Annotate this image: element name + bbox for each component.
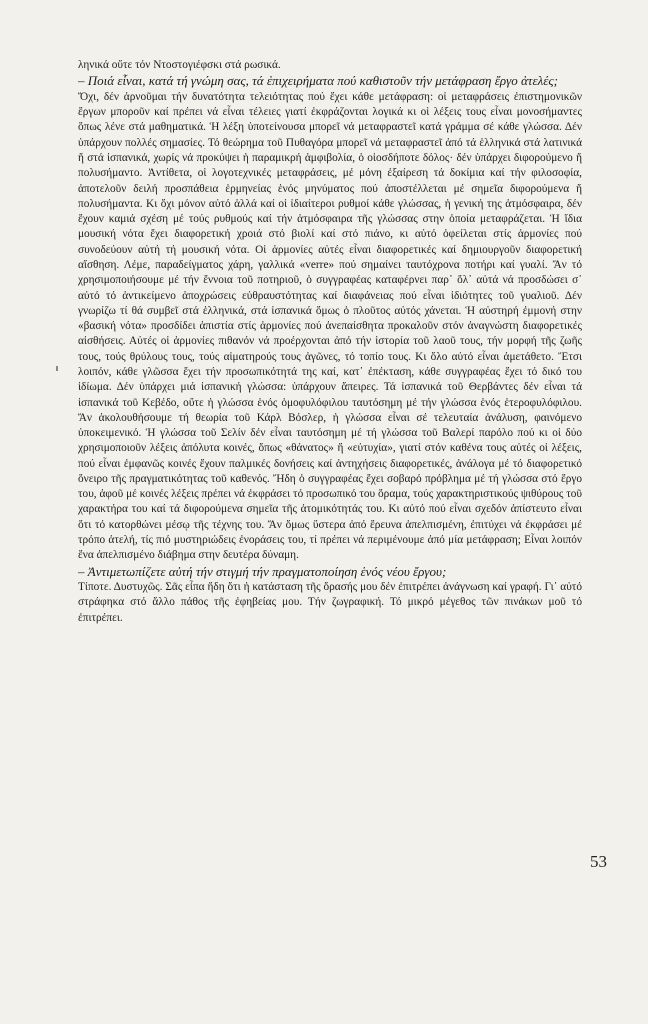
interview-text (78, 58, 582, 626)
page-number: 53 (590, 852, 607, 871)
scan-artifact (56, 366, 58, 371)
answer-2: Τίποτε. Δυστυχῶς. Σᾶς εἶπα ἤδη ὅτι ἡ κατάσταση τῆς ὅρασής μου δέν ἐπιτρέπει ἀνάγνωση καί γραφή. Γι᾿ αὐτό στράφηκα στό ἄλλο πάθος τῆς ἐφηβείας μου. Τήν ζωγραφική. Τό μικρό μέγεθος τῶν πινάκων μοῦ τό ἐπιτρέπει. (78, 581, 582, 624)
question-2: – Ἀντιμετωπίζετε αὐτή τήν στιγμή τήν πραγματοποίηση ἑνός νέου ἔργου; (78, 563, 447, 579)
answer-1: Ὄχι, δέν ἀρνοῦμαι τήν δυνατότητα τελειότητας πού ἔχει κάθε μετάφραση: οἱ μεταφράσεις ἐπιστημονικῶν ἔργων μποροῦν καί πρέπει νά εἶναι τέλειες γιατί ἐκφράζονται λογικά κι οἱ λέξεις τους εἶναι μονοσήμαντες ὅπως λένε στά μαθηματικά. Ἡ λέξη ὑποτείνουσα μπορεῖ νά μεταφραστεῖ κατά γράμμα σέ κάθε γλώσσα. Δέν ὑπάρχουν πολλές σημασίες. Τό θεώρημα τοῦ Πυθαγόρα μπορεῖ νά μεταφραστεῖ ἀπό τά ἑλληνικά στά λατινικά ἤ στά ἰσπανικά, χωρίς νά προκύψει ἡ παραμικρή ἀμφιβολία, ὁ οἱοσδήποτε δόλος· δέν ὑπάρχει διφορούμενο ἤ πολυσήμαντο. Ἀντίθετα, οἱ λογοτεχνικές μεταφράσεις, μέ μόνη ἐξαίρεση τά δοκίμια καί τήν φιλοσοφία, ἀποτελοῦν δειλή προσπάθεια ἑρμηνείας ἑνός μηνύματος πού ἀποστέλλεται μέ σημεῖα διφορούμενα ἤ πολυσήμαντα. Κι ὄχι μόνον αὐτό ἀλλά καί οἱ ἰδιαίτεροι ρυθμοί κάθε γλώσσας, ἡ γενική της ἀτμόσφαιρα, δέν ἔχουν καμιά σχέση μέ τούς ρυθμούς καί τήν ἀτμόσφαιρα τῆς γλώσσας στην ὁποία μεταφράζεται. Ἡ ἴδια μουσική νότα ἔχει διαφορετική χροιά στό βιολί καί στό πιάνο, κι αὐτό ὀφείλεται στίς ἁρμονίες πού συνοδεύουν αὐτή τή μουσική νότα. Οἱ ἁρμονίες αὐτές εἶναι διαφορετικές καί δημιουργοῦν διαφορετική αἴσθηση. Λέμε, παραδείγματος χάρη, γαλλικά «verre» πού σημαίνει ταυτόχρονα ποτήρι καί γυαλί. Ἄν τό χρησιμοποιήσουμε μέ τήν ἔννοια τοῦ ποτηριοῦ, ὁ συγγραφέας καταφέρνει παρ᾿ ὅλ᾿ αὐτά νά προσδώσει σ᾿ αὐτό τό ἀντικείμενο ἀποχρώσεις εὐθραυστότητας καί διαφάνειας πού εἶναι ἰδιότητες τοῦ γυαλιοῦ. Δέν γνωρίζω τί θά συμβεῖ στά ἑλληνικά, στά ἰσπανικά ὅμως ὁ πλοῦτος αὐτός χάνεται. Ἡ αὐστηρή ἐμμονή στην «βασική νότα» προσδίδει ἀπιστία στίς ἁρμονίες πού ἀνεπαίσθητα προκαλοῦν στόν ἀναγνώστη διαφορετικές αἰσθήσεις. Αὐτές οἱ ἁρμονίες πιθανόν νά προέρχονται ἀπό τήν ἱστορία τοῦ λαοῦ τους, τήν μορφή τῆς ζωῆς τους, τούς θρύλους τους, τούς αἱματηρούς τους ἀγῶνες, τό τοπίο τους. Κι ὅλο αὐτό εἶναι ἀμετάθετο. Ἔτσι λοιπόν, κάθε γλῶσσα ἔχει τήν προσωπικότητά της καί, κατ᾿ ἐπέκταση, κάθε συγγραφέας ἔχει τό δικό του ἰδίωμα. Δέν ὑπάρχει μιά ἰσπανική γλώσσα: ὑπάρχουν ἄπειρες. Τά ἰσπανικά τοῦ Θερβάντες δέν εἶναι τά ἰσπανικά τοῦ Κεβέδο, οὔτε ἡ γλώσσα ἑνός ὁμοφυλόφιλου ταυτόσημη μέ τήν γλώσσα ἑνός ἑτεροφυλόφιλου. Ἄν ἀκολουθήσουμε τή θεωρία τοῦ Κάρλ Βόσλερ, ἡ γλώσσα εἶναι σέ τελευταία ἀνάλυση, φαινόμενο ὑποκειμενικό. Ἡ γλώσσα τοῦ Σελίν δέν εἶναι ταυτόσημη μέ τή γλώσσα τοῦ Βαλερί παρόλο πού κι οἱ δύο χρησιμοποιοῦν λέξεις ἀπόλυτα κοινές, ὅπως «θάνατος» ἤ «εὐτυχία», γιατί στόν καθένα τους αὐτές οἱ λέξεις, πού εἶναι ἐμφανῶς κοινές ἔχουν παλμικές δονήσεις καί ἀντηχήσεις διαφορετικές, ἀνάλογα μέ τό διαφορετικό ὄνειρο τῆς πραγματικότητας τοῦ καθενός. Ἤδη ὁ συγγραφέας ἔχει σοβαρό πρόβλημα μέ τή γλώσσα στό ἔργο του, ἀφοῦ μέ κοινές λέξεις πρέπει νά ἐκφράσει τό προσωπικό του ὅραμα, τούς χαρακτηριστικούς ψιθύρους τοῦ χαρακτήρα του καί τά διφορούμενα σημεῖα τῆς ἀτομικότητάς του. Κι αὐτό πού εἶναι σχεδόν ἀπίστευτο εἶναι ὅτι τό κατορθώνει μέσῳ τῆς τέχνης του. Ἄν ὅμως ὕστερα ἀπό ἔρευνα ἀπελπισμένη, ἐπιτύχει νά ἐκφράσει μέ τρόπο ἀτελή, τίς πιό μυστηριώδεις ἐνοράσεις του, τί πρέπει νά περιμένουμε ἀπό μία μετάφραση; Εἶναι λοιπόν ἕνα ἀπελπισμένο διάβημα στην δευτέρα δύναμη. (78, 90, 582, 562)
text-line-continuation: ληνικά οὔτε τόν Ντοστογιέφσκι στά ρωσικά. (78, 59, 281, 71)
question-1: – Ποιά εἶναι, κατά τή γνώμη σας, τά ἐπιχειρήματα πού καθιστοῦν τήν μετάφραση ἔργο ἀτελές; (78, 73, 558, 89)
